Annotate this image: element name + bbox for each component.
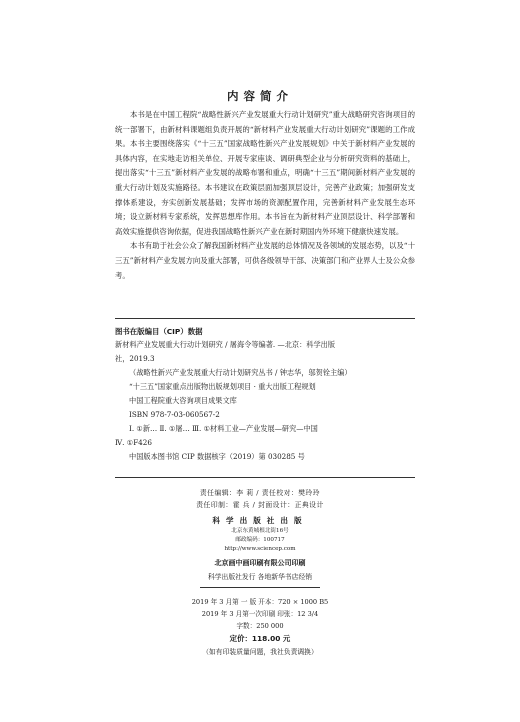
publisher-website: http://www.sciencep.com xyxy=(224,546,296,552)
publisher-address: 北京东黄城根北街16号 xyxy=(231,528,289,534)
cip-line: Ⅰ. ①新… Ⅱ. ①屠… Ⅲ. ①材料工业—产业发展—研究—中国 xyxy=(129,424,318,433)
print-run-line: 2019 年 3 月第一次印刷 印张：12 3/4 xyxy=(201,610,319,618)
cip-data-block xyxy=(115,318,415,464)
word-count: 字数：250 000 xyxy=(236,622,284,630)
cip-line: （战略性新兴产业发展重大行动计划研究丛书 / 钟志华，邬贺铨主编） xyxy=(129,368,352,377)
cip-bottom-divider xyxy=(115,477,415,478)
cip-isbn: ISBN 978-7-03-060567-2 xyxy=(129,410,220,419)
cip-line: 社，2019.3 xyxy=(115,354,155,363)
distribution-line: 科学出版社发行 各地新华书店经销 xyxy=(207,573,313,581)
credits-divider xyxy=(200,587,320,588)
cip-line: Ⅳ. ①F426 xyxy=(115,438,152,447)
publication-credits xyxy=(0,487,520,659)
editors-line: 责任编辑：李 莉 / 责任校对：樊玲玲 xyxy=(199,489,321,497)
page-title: 内容简介 xyxy=(227,89,293,103)
printer-name: 北京画中画印刷有限公司印刷 xyxy=(214,559,306,567)
cip-line: 新材料产业发展重大行动计划研究 / 屠海令等编著. —北京：科学出版 xyxy=(115,340,336,349)
cip-header: 图书在版编目（CIP）数据 xyxy=(115,327,203,336)
printing-design-line: 责任印制：霍 兵 / 封面设计：正典设计 xyxy=(196,501,324,509)
summary-paragraph-1: 本书是在中国工程院“战略性新兴产业发展重大行动计划研究”重大战略研究咨询项目的统一部署下，由新材料课题组负责开展的“新材料产业发展重大行动计划研究”课题的工作成果。本书主要围绕落实《“十三五”国家战略性新兴产业发展规划》中关于新材料产业发展的具体内容，在实地走访相关单位、开展专家座谈、调研典型企业与分析研究资料的基础上，提出落实“十三五”新材料产业发展的战略布署和重点，明确“十三五”期间新材料产业发展的重大行动计划及实施路径。本书建议在政策层面加强顶层设计，完善产业政策；加强研发支撑体系建设，夯实创新发展基础；发挥市场的资源配置作用，完善新材料产业发展生态环境；设立新材料专家系统，发挥思想库作用。本书旨在为新材料产业顶层设计、科学部署和高效实施提供咨询依据，促进我国战略性新兴产业在新时期国内外环境下健康快速发展。 xyxy=(115,110,415,236)
cip-line: “十三五”国家重点出版物出版规划项目 · 重大出版工程规划 xyxy=(129,382,316,391)
price: 定价：118.00 元 xyxy=(229,634,291,643)
edition-line: 2019 年 3 月第 一 版 开本：720 × 1000 B5 xyxy=(191,598,329,606)
publisher-postcode: 邮政编码：100717 xyxy=(235,537,285,543)
cip-line: 中国工程院重大咨询项目成果文库 xyxy=(129,396,237,405)
cip-record-number: 中国版本图书馆 CIP 数据核字（2019）第 030285 号 xyxy=(129,452,305,461)
quality-notice: （如有印装质量问题，我社负责调换） xyxy=(202,648,318,656)
content-summary xyxy=(115,108,415,283)
summary-paragraph-2: 本书有助于社会公众了解我国新材料产业发展的总体情况及各领域的发展态势，以及“十三五”新材料产业发展方向及重大部署，可供各级领导干部、决策部门和产业界人士及公众参考。 xyxy=(115,241,415,280)
publisher-name: 科学出版社出版 xyxy=(212,516,308,525)
